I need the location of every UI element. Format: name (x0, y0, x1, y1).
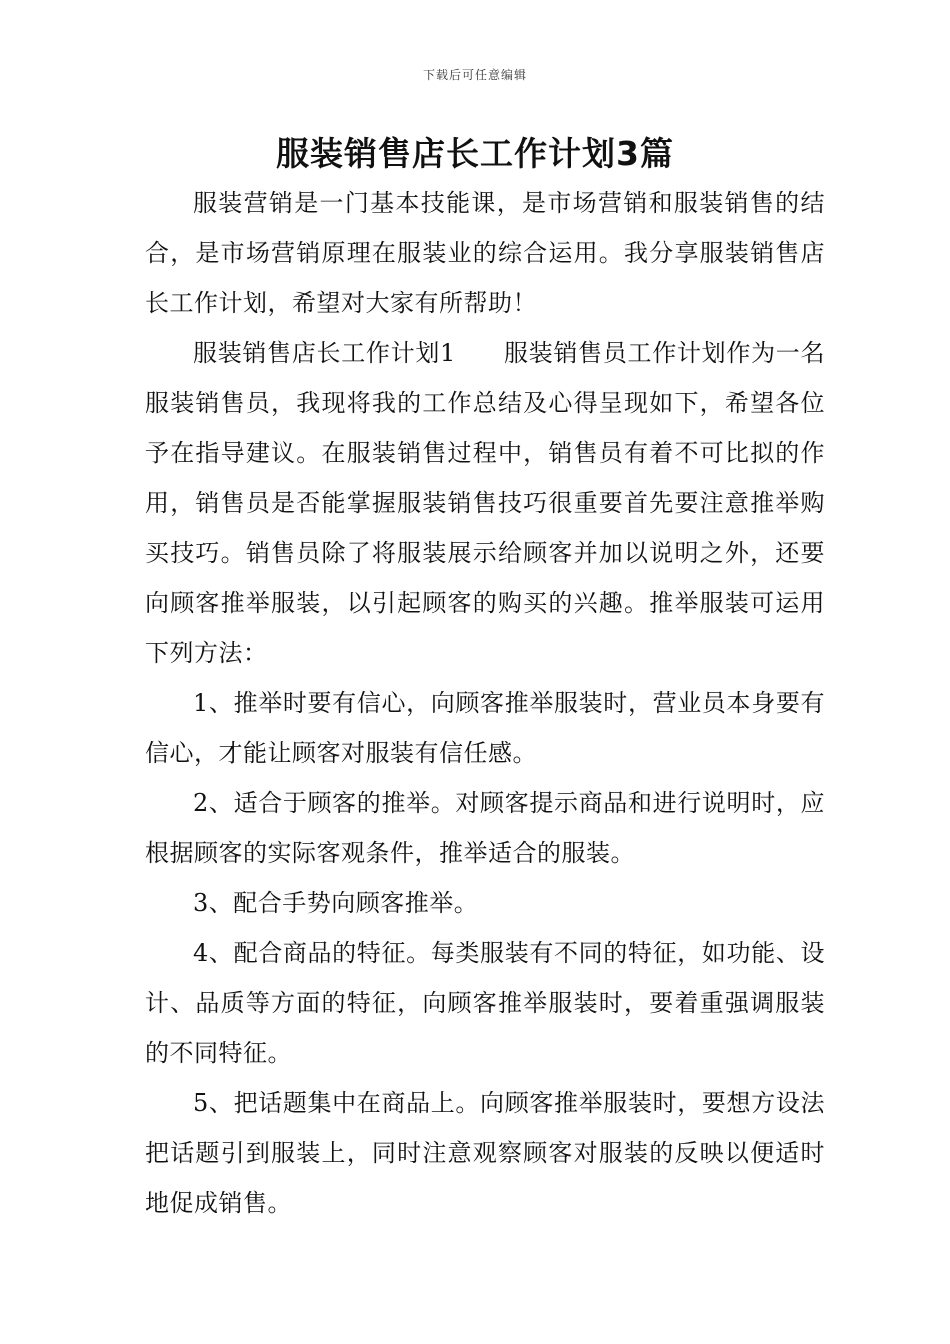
section-1-heading: 服装销售店长工作计划1 (193, 339, 456, 367)
intro-paragraph: 服装营销是一门基本技能课，是市场营销和服装销售的结合，是市场营销原理在服装业的综合运用。我分享服装销售店长工作计划，希望对大家有所帮助！ (145, 189, 825, 317)
list-item-3: 3、配合手势向顾客推举。 (193, 889, 479, 917)
header-note: 下载后可任意编辑 (422, 68, 527, 82)
section-1-paragraph (145, 328, 825, 678)
list-item-1: 1、推举时要有信心，向顾客推举服装时，营业员本身要有信心，才能让顾客对服装有信任感。 (145, 689, 825, 767)
section-1-text: 服装销售员工作计划作为一名服装销售员，我现将我的工作总结及心得呈现如下，希望各位予在指导建议。在服装销售过程中，销售员有着不可比拟的作用，销售员是否能掌握服装销售技巧很重要首先要注意推举购买技巧。销售员除了将服装展示给顾客并加以说明之外，还要向顾客推举服装，以引起顾客的购买的兴趣。推举服装可运用下列方法： (145, 339, 825, 667)
list-item-2: 2、适合于顾客的推举。对顾客提示商品和进行说明时，应根据顾客的实际客观条件，推举适合的服装。 (145, 789, 825, 867)
list-item-4: 4、配合商品的特征。每类服装有不同的特征，如功能、设计、品质等方面的特征，向顾客推举服装时，要着重强调服装的不同特征。 (145, 939, 825, 1067)
document-body (145, 178, 825, 1228)
document-title: 服装销售店长工作计划3篇 (276, 134, 674, 173)
list-item-5: 5、把话题集中在商品上。向顾客推举服装时，要想方设法把话题引到服装上，同时注意观察顾客对服装的反映以便适时地促成销售。 (145, 1089, 825, 1217)
